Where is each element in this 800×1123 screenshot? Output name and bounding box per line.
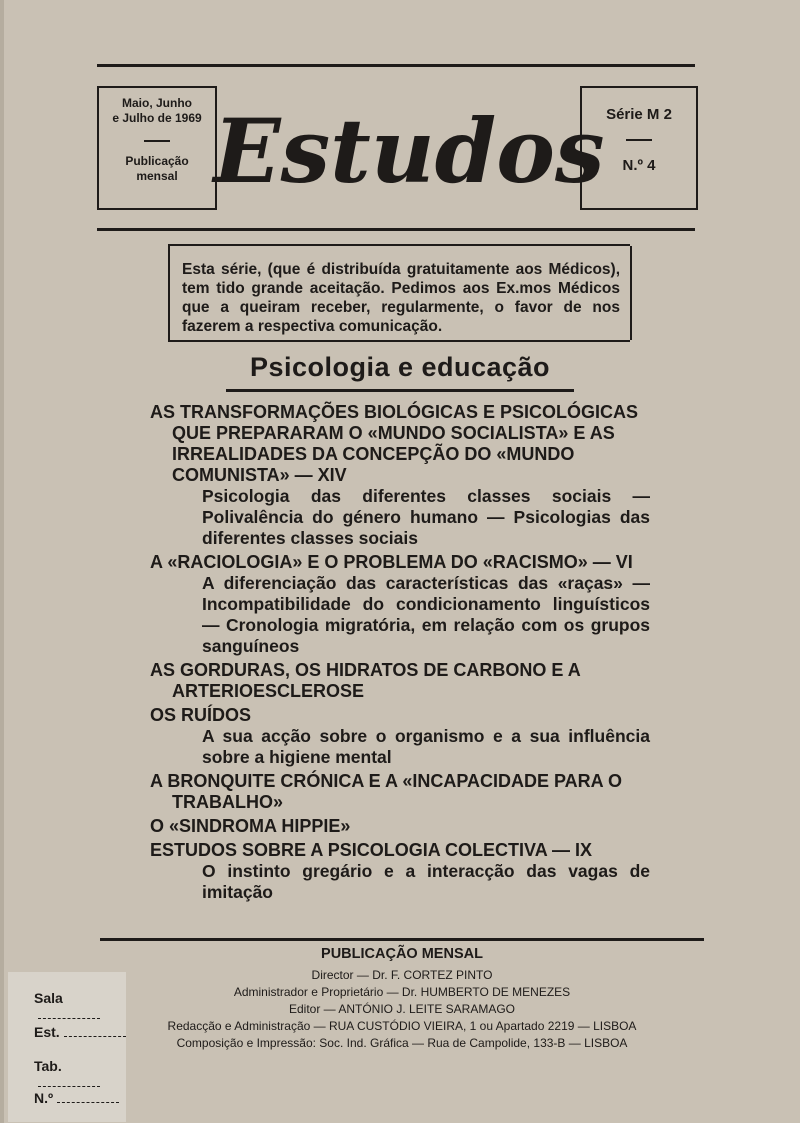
issue-number: N.º 4: [622, 157, 656, 174]
label-no: N.º: [34, 1090, 54, 1106]
page-edge: [0, 0, 4, 1123]
toc-heading: AS GORDURAS, OS HIDRATOS DE CARBONO E A ARTERIOESCLEROSE: [150, 660, 581, 701]
footer-director: Director — Dr. F. CORTEZ PINTO: [311, 968, 493, 982]
footer-redaccao: Redacção e Administração — RUA CUSTÓDIO VIEIRA, 1 ou Apartado 2219 — LISBOA: [167, 1019, 637, 1033]
library-shelf-label: [8, 972, 126, 1122]
label-row-no: [34, 1090, 119, 1106]
label-sala: Sala: [34, 990, 63, 1006]
footer-editor: Editor — ANTÓNIO J. LEITE SARAMAGO: [288, 1002, 516, 1016]
section-title: Psicologia e educação: [249, 352, 551, 382]
issue-date-box: [97, 86, 217, 210]
issue-date-line2: e Julho de 1969: [112, 111, 202, 125]
series-label: Série M 2: [606, 106, 672, 123]
notice-text: Esta série, (que é distribuída gratuitamente aos Médicos), tem tido grande aceitação. Pedimos aos Ex.mos Médicos que a queiram receber, regularmente, o favor de nos fazerem a respectiva comunicação.: [182, 261, 620, 335]
table-of-contents: [150, 402, 650, 903]
toc-heading: A BRONQUITE CRÓNICA E A «INCAPACIDADE PARA O TRABALHO»: [150, 771, 623, 812]
divider-dash: [144, 140, 170, 142]
series-box: [580, 86, 698, 210]
estudos-logo: [213, 99, 605, 203]
publication-type-line1: Publicação: [125, 154, 189, 168]
toc-heading: O «SINDROMA HIPPIE»: [150, 816, 351, 836]
toc-subheading: Psicologia das diferentes classes sociais — Polivalência do género humano — Psicologias das diferentes classes sociais: [202, 486, 650, 548]
notice-bottom-rule: [168, 340, 630, 342]
label-row-tab: [34, 1058, 126, 1090]
top-rule: [97, 64, 695, 67]
label-est: Est.: [34, 1024, 60, 1040]
toc-heading: A «RACIOLOGIA» E O PROBLEMA DO «RACISMO» — VI: [150, 552, 633, 572]
header-bottom-rule: [97, 228, 695, 231]
notice-box: [168, 246, 632, 340]
label-row-sala: [34, 990, 126, 1022]
footer-composicao: Composição e Impressão: Soc. Ind. Gráfica — Rua de Campolide, 133-B — LISBOA: [176, 1036, 628, 1050]
label-row-est: [34, 1024, 126, 1040]
toc-subheading: A sua acção sobre o organismo e a sua influência sobre a higiene mental: [202, 726, 650, 767]
toc-heading: AS TRANSFORMAÇÕES BIOLÓGICAS E PSICOLÓGICAS QUE PREPARARAM O «MUNDO SOCIALISTA» E AS IRREALIDADES DA CONCEPÇÃO DO «MUNDO COMUNISTA» — XIV: [150, 402, 639, 485]
toc-subheading: A diferenciação das características das «raças» — Incompatibilidade do condicionamento linguísticos — Cronologia migratória, em relação com os grupos sanguíneos: [202, 573, 650, 656]
toc-subheading: O instinto gregário e a interacção das vagas de imitação: [202, 861, 650, 902]
divider-dash: [626, 139, 652, 141]
publication-footer: [100, 946, 704, 1052]
footer-rule: [100, 938, 704, 941]
publication-type-line2: mensal: [136, 169, 178, 183]
toc-heading: ESTUDOS SOBRE A PSICOLOGIA COLECTIVA — IX: [150, 840, 593, 860]
issue-date-line1: Maio, Junho: [122, 96, 192, 110]
section-title-underline: [226, 389, 574, 392]
estudos-title: Estudos: [213, 99, 605, 203]
footer-title: PUBLICAÇÃO MENSAL: [321, 946, 483, 962]
toc-heading: OS RUÍDOS: [150, 705, 252, 725]
footer-admin: Administrador e Proprietário — Dr. HUMBERTO DE MENEZES: [233, 985, 571, 999]
label-tab: Tab.: [34, 1058, 62, 1074]
